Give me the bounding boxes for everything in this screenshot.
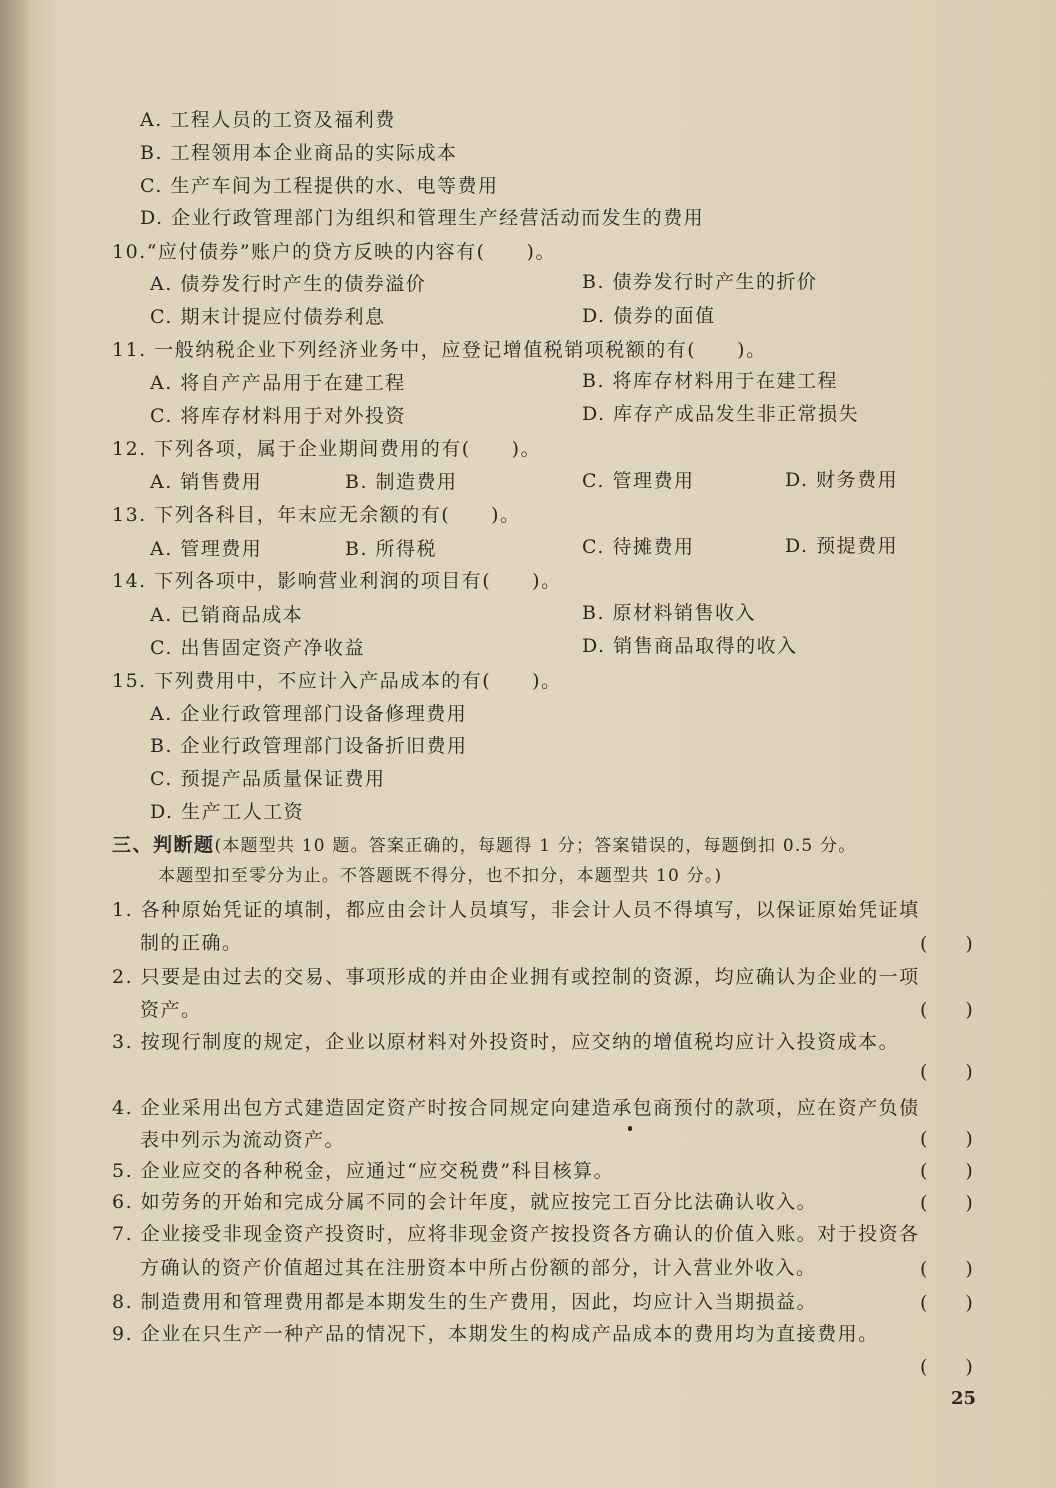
judge-2-line2: 资产。 <box>140 999 202 1021</box>
q14-option-b: B. 原材料销售收入 <box>582 602 757 624</box>
judge-1-line2: 制的正确。 <box>140 932 243 954</box>
section3-note-line1: (本题型共 10 题。答案正确的，每题得 1 分；答案错误的，每题倒扣 0.5 分。 <box>214 836 857 856</box>
q10-option-b: B. 债券发行时产生的折价 <box>582 271 818 293</box>
q9-option-d: D. 企业行政管理部门为组织和管理生产经营活动而发生的费用 <box>140 207 705 229</box>
page-number: 25 <box>950 1388 976 1409</box>
q13-option-c: C. 待摊费用 <box>582 536 695 558</box>
judge-5: 5. 企业应交的各种税金，应通过“应交税费”科目核算。 <box>112 1160 615 1182</box>
q11-option-b: B. 将库存材料用于在建工程 <box>582 370 839 392</box>
q12-option-b: B. 制造费用 <box>345 471 458 493</box>
q11-option-c: C. 将库存材料用于对外投资 <box>150 405 406 427</box>
q13-option-b: B. 所得税 <box>345 538 438 560</box>
judge-8: 8. 制造费用和管理费用都是本期发生的生产费用，因此，均应计入当期损益。 <box>112 1291 818 1313</box>
q13-stem: 13. 下列各科目，年末应无余额的有( )。 <box>112 504 521 526</box>
judge-6: 6. 如劳务的开始和完成分属不同的会计年度，就应按完工百分比法确认收入。 <box>112 1191 818 1213</box>
q15-option-d: D. 生产工人工资 <box>150 801 305 823</box>
q13-option-a: A. 管理费用 <box>150 538 263 560</box>
judge-9-answer-blank[interactable]: ( ) <box>920 1356 973 1378</box>
q12-option-d: D. 财务费用 <box>785 469 899 491</box>
q12-option-c: C. 管理费用 <box>582 470 695 492</box>
judge-9: 9. 企业在只生产一种产品的情况下，本期发生的构成产品成本的费用均为直接费用。 <box>112 1323 879 1345</box>
judge-7-answer-blank[interactable]: ( ) <box>920 1258 973 1280</box>
q15-stem: 15. 下列费用中，不应计入产品成本的有( )。 <box>112 670 562 692</box>
q9-option-b: B. 工程领用本企业商品的实际成本 <box>140 142 458 164</box>
judge-1-line1: 1. 各种原始凭证的填制，都应由会计人员填写，非会计人员不得填写，以保证原始凭证填 <box>112 899 920 921</box>
judge-3-line1: 3. 按现行制度的规定，企业以原材料对外投资时，应交纳的增值税均应计入投资成本。 <box>112 1031 900 1053</box>
q11-stem: 11. 一般纳税企业下列经济业务中，应登记增值税销项税额的有( )。 <box>112 339 767 361</box>
q15-option-a: A. 企业行政管理部门设备修理费用 <box>150 703 468 725</box>
q14-option-d: D. 销售商品取得的收入 <box>582 635 798 657</box>
q14-option-c: C. 出售固定资产净收益 <box>150 637 365 659</box>
judge-7-line1: 7. 企业接受非现金资产投资时，应将非现金资产按投资各方确认的价值入账。对于投资各 <box>112 1223 920 1245</box>
judge-2-line1: 2. 只要是由过去的交易、事项形成的并由企业拥有或控制的资源，均应确认为企业的一项 <box>112 966 920 988</box>
q12-stem: 12. 下列各项，属于企业期间费用的有( )。 <box>112 438 542 460</box>
q10-option-d: D. 债券的面值 <box>582 305 716 327</box>
q10-stem: 10.“应付债券”账户的贷方反映的内容有( )。 <box>112 241 556 263</box>
judge-4-line2: 表中列示为流动资产。 <box>140 1129 346 1151</box>
q11-option-a: A. 将自产产品用于在建工程 <box>150 372 406 394</box>
q9-option-c: C. 生产车间为工程提供的水、电等费用 <box>140 175 499 197</box>
judge-2-answer-blank[interactable]: ( ) <box>920 999 973 1021</box>
q15-option-c: C. 预提产品质量保证费用 <box>150 768 386 790</box>
section3-note-line2: 本题型扣至零分为止。不答题既不得分，也不扣分，本题型共 10 分。) <box>158 866 723 886</box>
judge-3-answer-blank[interactable]: ( ) <box>920 1061 973 1083</box>
q14-stem: 14. 下列各项中，影响营业利润的项目有( )。 <box>112 570 562 592</box>
section3-title: 三、判断题 <box>112 834 215 856</box>
q13-option-d: D. 预提费用 <box>785 535 899 557</box>
judge-4-answer-blank[interactable]: ( ) <box>920 1128 973 1150</box>
judge-1-answer-blank[interactable]: ( ) <box>920 933 973 955</box>
judge-4-line1: 4. 企业采用出包方式建造固定资产时按合同规定向建造承包商预付的款项，应在资产负债 <box>112 1097 920 1119</box>
q12-option-a: A. 销售费用 <box>150 471 263 493</box>
judge-8-answer-blank[interactable]: ( ) <box>920 1292 973 1314</box>
q9-option-a: A. 工程人员的工资及福利费 <box>140 109 396 131</box>
section3-header <box>112 833 856 858</box>
judge-6-answer-blank[interactable]: ( ) <box>920 1192 973 1214</box>
q14-option-a: A. 已销商品成本 <box>150 604 304 626</box>
q10-option-c: C. 期末计提应付债券利息 <box>150 306 386 328</box>
q15-option-b: B. 企业行政管理部门设备折旧费用 <box>150 735 468 757</box>
q11-option-d: D. 库存产成品发生非正常损失 <box>582 403 860 425</box>
judge-7-line2: 方确认的资产价值超过其在注册资本中所占份额的部分，计入营业外收入。 <box>140 1257 817 1279</box>
q10-option-a: A. 债券发行时产生的债券溢价 <box>150 273 427 295</box>
judge-5-answer-blank[interactable]: ( ) <box>920 1160 973 1182</box>
